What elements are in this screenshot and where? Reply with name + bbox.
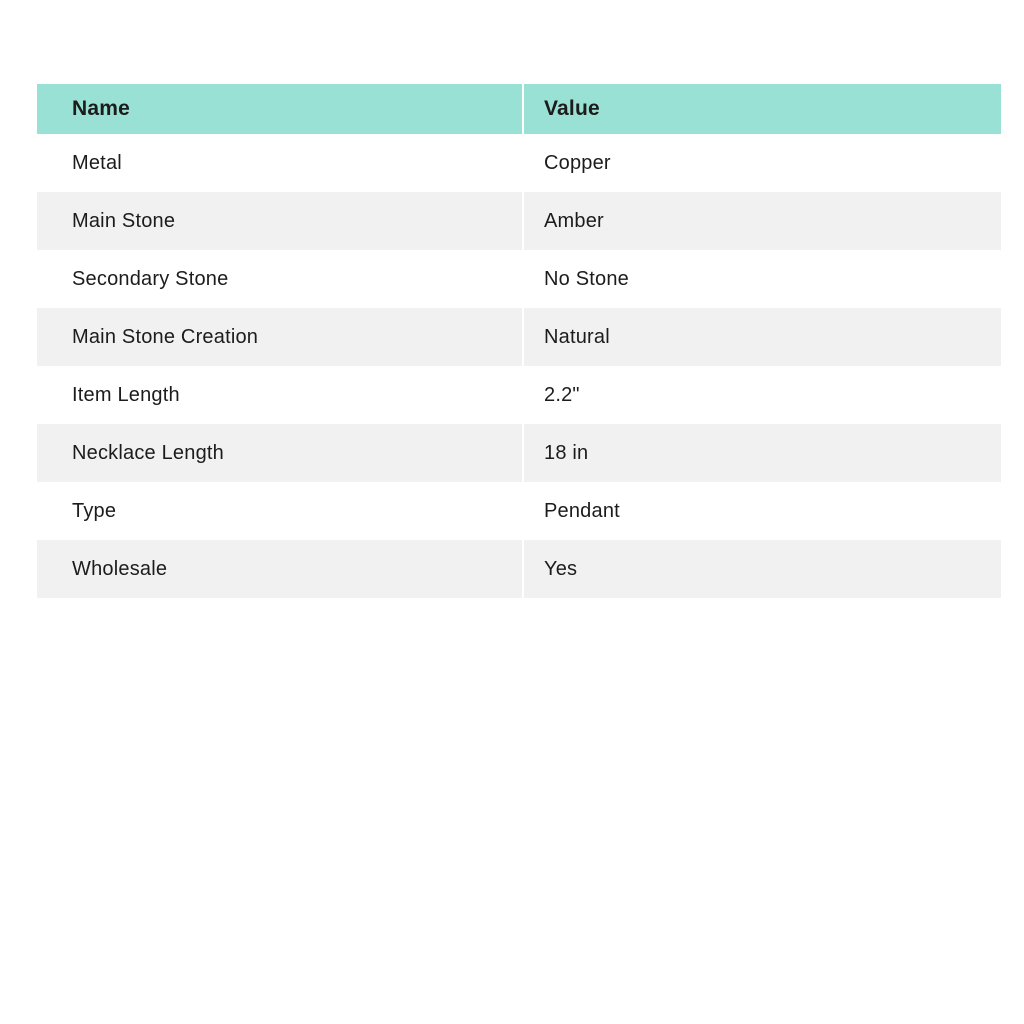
attribute-value-cell: Pendant xyxy=(544,499,620,522)
column-header-name: Name xyxy=(37,84,524,134)
attribute-name-cell: Main Stone xyxy=(37,192,524,250)
attribute-name-cell: Necklace Length xyxy=(37,424,524,482)
table-row xyxy=(37,250,1001,308)
attribute-name-cell: Wholesale xyxy=(37,540,524,598)
table-row xyxy=(37,482,1001,540)
table-row xyxy=(37,134,1001,192)
attribute-name-cell: Secondary Stone xyxy=(37,250,524,308)
table-header-row xyxy=(37,84,1001,134)
attribute-value-cell: Amber xyxy=(544,209,604,232)
column-header-value: Value xyxy=(524,84,1001,134)
attribute-name-cell: Type xyxy=(37,482,524,540)
table-row xyxy=(37,366,1001,424)
table-row xyxy=(37,192,1001,250)
attribute-value-cell: No Stone xyxy=(544,267,629,290)
attribute-value-cell: Yes xyxy=(544,557,578,580)
attribute-name-cell: Main Stone Creation xyxy=(37,308,524,366)
attribute-value-cell: Copper xyxy=(544,151,611,174)
table-row xyxy=(37,308,1001,366)
attribute-value-cell: 18 in xyxy=(544,441,589,464)
table-row xyxy=(37,424,1001,482)
attribute-value-cell: Natural xyxy=(544,325,610,348)
table-row xyxy=(37,540,1001,598)
attribute-value-cell: 2.2" xyxy=(544,383,580,406)
attribute-name-cell: Item Length xyxy=(37,366,524,424)
attribute-name-cell: Metal xyxy=(37,134,524,192)
product-attributes-table xyxy=(37,84,1001,598)
